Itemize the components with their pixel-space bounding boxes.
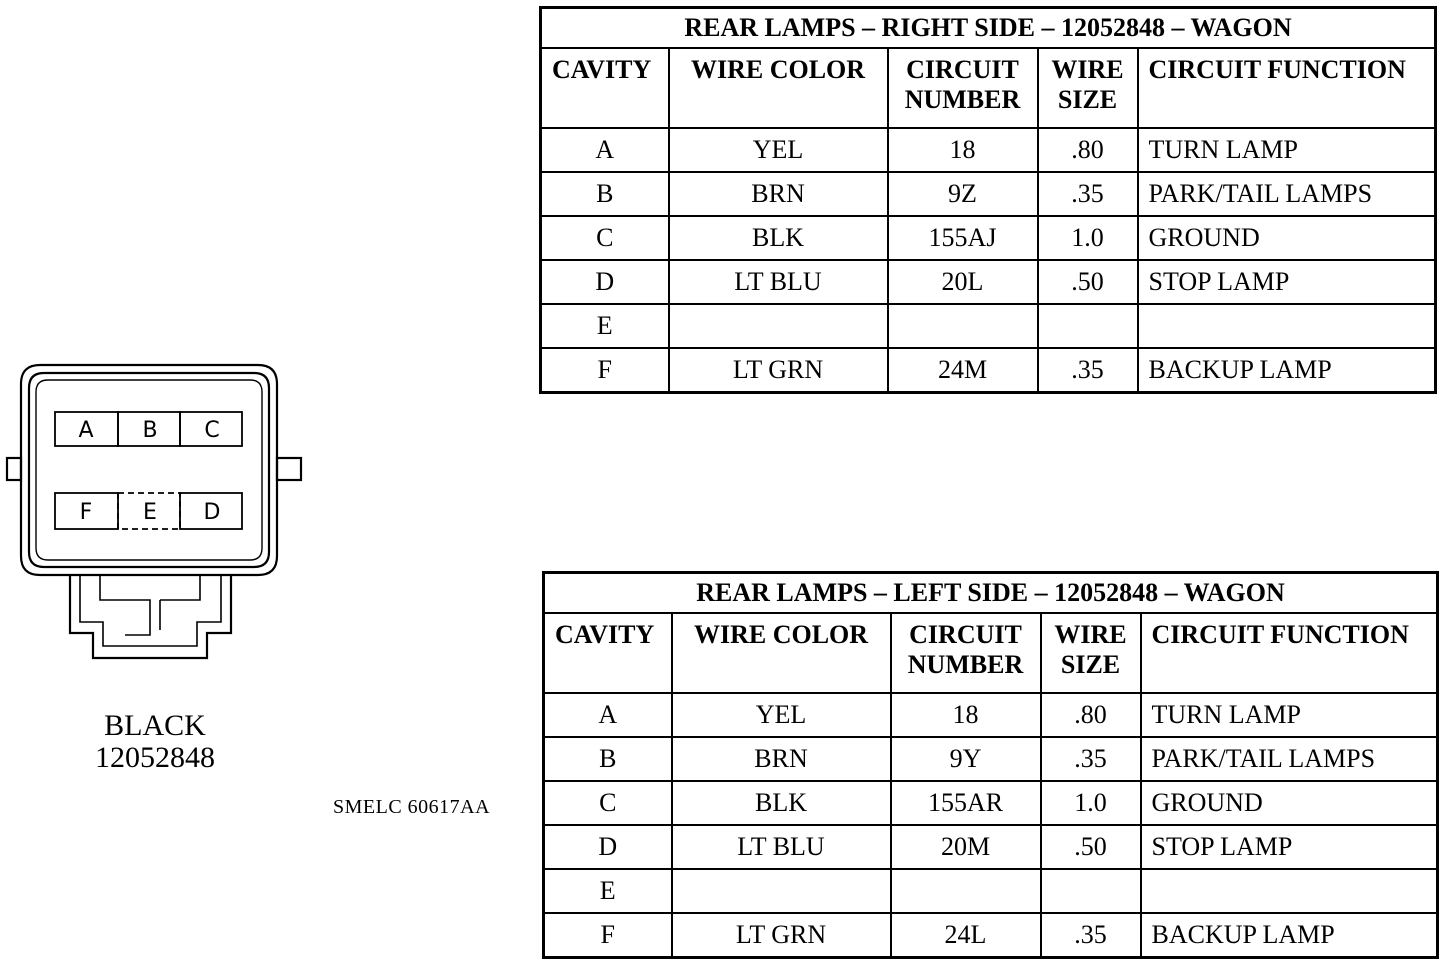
- cell-cavity: E: [544, 869, 672, 913]
- cell-cavity: B: [544, 737, 672, 781]
- cell-circuit-number: 9Z: [888, 172, 1038, 216]
- cell-circuit-number: 20M: [891, 825, 1041, 869]
- wiring-table-right-side: [539, 6, 1437, 394]
- cell-cavity: F: [544, 913, 672, 958]
- cell-wire-size: .35: [1038, 172, 1138, 216]
- cell-wire-color: [672, 869, 891, 913]
- cell-cavity: D: [544, 825, 672, 869]
- cavity-label-a: A: [78, 418, 94, 443]
- table-row: [544, 913, 1438, 958]
- table-row: [541, 260, 1436, 304]
- cell-wire-size: .35: [1038, 348, 1138, 393]
- cell-wire-size: 1.0: [1041, 781, 1141, 825]
- table-row: [541, 172, 1436, 216]
- connector-part-number: 12052848: [95, 741, 215, 774]
- header-circuit-number: CIRCUIT NUMBER: [888, 48, 1038, 128]
- cell-circuit-number: 24M: [888, 348, 1038, 393]
- cavity-label-e: E: [143, 500, 157, 525]
- cell-cavity: F: [541, 348, 669, 393]
- header-wire-color: WIRE COLOR: [672, 613, 891, 693]
- table-row: [544, 781, 1438, 825]
- connector-color: BLACK: [104, 709, 206, 742]
- header-cavity: CAVITY: [544, 613, 672, 693]
- cell-function: TURN LAMP: [1141, 693, 1438, 737]
- cell-wire-color: LT BLU: [669, 260, 888, 304]
- cell-cavity: D: [541, 260, 669, 304]
- cell-wire-color: BRN: [672, 737, 891, 781]
- table-row: [541, 348, 1436, 393]
- cell-circuit-number: 155AR: [891, 781, 1041, 825]
- cell-wire-size: .80: [1041, 693, 1141, 737]
- wiring-table-left-side: [542, 571, 1439, 959]
- cell-circuit-number: 24L: [891, 913, 1041, 958]
- header-cavity: CAVITY: [541, 48, 669, 128]
- cell-wire-size: .50: [1038, 260, 1138, 304]
- cell-wire-size: .35: [1041, 737, 1141, 781]
- cell-function: GROUND: [1138, 216, 1436, 260]
- table-row: [541, 304, 1436, 348]
- cell-wire-size: 1.0: [1038, 216, 1138, 260]
- cell-wire-color: LT GRN: [672, 913, 891, 958]
- cell-function: BACKUP LAMP: [1141, 913, 1438, 958]
- cavity-label-c: C: [204, 418, 220, 443]
- cell-cavity: B: [541, 172, 669, 216]
- cell-function: PARK/TAIL LAMPS: [1138, 172, 1436, 216]
- cell-cavity: A: [541, 128, 669, 172]
- cell-wire-color: BLK: [669, 216, 888, 260]
- cell-circuit-number: 155AJ: [888, 216, 1038, 260]
- cell-wire-color: [669, 304, 888, 348]
- cell-function: STOP LAMP: [1138, 260, 1436, 304]
- cavity-label-f: F: [79, 500, 93, 525]
- connector-diagram: [0, 360, 310, 670]
- header-circuit-function: CIRCUIT FUNCTION: [1138, 48, 1436, 128]
- cavity-label-b: B: [142, 418, 158, 443]
- table-row: [541, 216, 1436, 260]
- cell-wire-size: .35: [1041, 913, 1141, 958]
- cell-function: TURN LAMP: [1138, 128, 1436, 172]
- cell-wire-color: BRN: [669, 172, 888, 216]
- cell-function: [1141, 869, 1438, 913]
- cell-wire-size: .50: [1041, 825, 1141, 869]
- table-row: [544, 737, 1438, 781]
- header-circuit-number: CIRCUIT NUMBER: [891, 613, 1041, 693]
- cell-wire-size: [1041, 869, 1141, 913]
- cavity-label-d: D: [203, 500, 221, 525]
- cell-circuit-number: 18: [888, 128, 1038, 172]
- table-row: [541, 128, 1436, 172]
- table-row: [544, 825, 1438, 869]
- cell-cavity: A: [544, 693, 672, 737]
- cell-cavity: E: [541, 304, 669, 348]
- cell-circuit-number: 20L: [888, 260, 1038, 304]
- cell-function: PARK/TAIL LAMPS: [1141, 737, 1438, 781]
- header-wire-size: WIRE SIZE: [1038, 48, 1138, 128]
- cell-wire-color: YEL: [669, 128, 888, 172]
- header-wire-size: WIRE SIZE: [1041, 613, 1141, 693]
- table-title: REAR LAMPS – RIGHT SIDE – 12052848 – WAGON: [541, 8, 1436, 49]
- figure-id: SMELC 60617AA: [333, 796, 491, 818]
- cell-wire-color: LT BLU: [672, 825, 891, 869]
- cell-function: [1138, 304, 1436, 348]
- table-title: REAR LAMPS – LEFT SIDE – 12052848 – WAGON: [544, 573, 1438, 614]
- cell-function: GROUND: [1141, 781, 1438, 825]
- cell-wire-size: [1038, 304, 1138, 348]
- cell-circuit-number: [891, 869, 1041, 913]
- table-row: [544, 693, 1438, 737]
- cell-cavity: C: [544, 781, 672, 825]
- header-wire-color: WIRE COLOR: [669, 48, 888, 128]
- cell-circuit-number: 18: [891, 693, 1041, 737]
- cell-circuit-number: [888, 304, 1038, 348]
- cell-wire-size: .80: [1038, 128, 1138, 172]
- cell-function: BACKUP LAMP: [1138, 348, 1436, 393]
- cell-wire-color: YEL: [672, 693, 891, 737]
- cell-function: STOP LAMP: [1141, 825, 1438, 869]
- header-circuit-function: CIRCUIT FUNCTION: [1141, 613, 1438, 693]
- cell-wire-color: BLK: [672, 781, 891, 825]
- connector-label: [60, 710, 250, 774]
- cell-circuit-number: 9Y: [891, 737, 1041, 781]
- cell-cavity: C: [541, 216, 669, 260]
- cell-wire-color: LT GRN: [669, 348, 888, 393]
- table-row: [544, 869, 1438, 913]
